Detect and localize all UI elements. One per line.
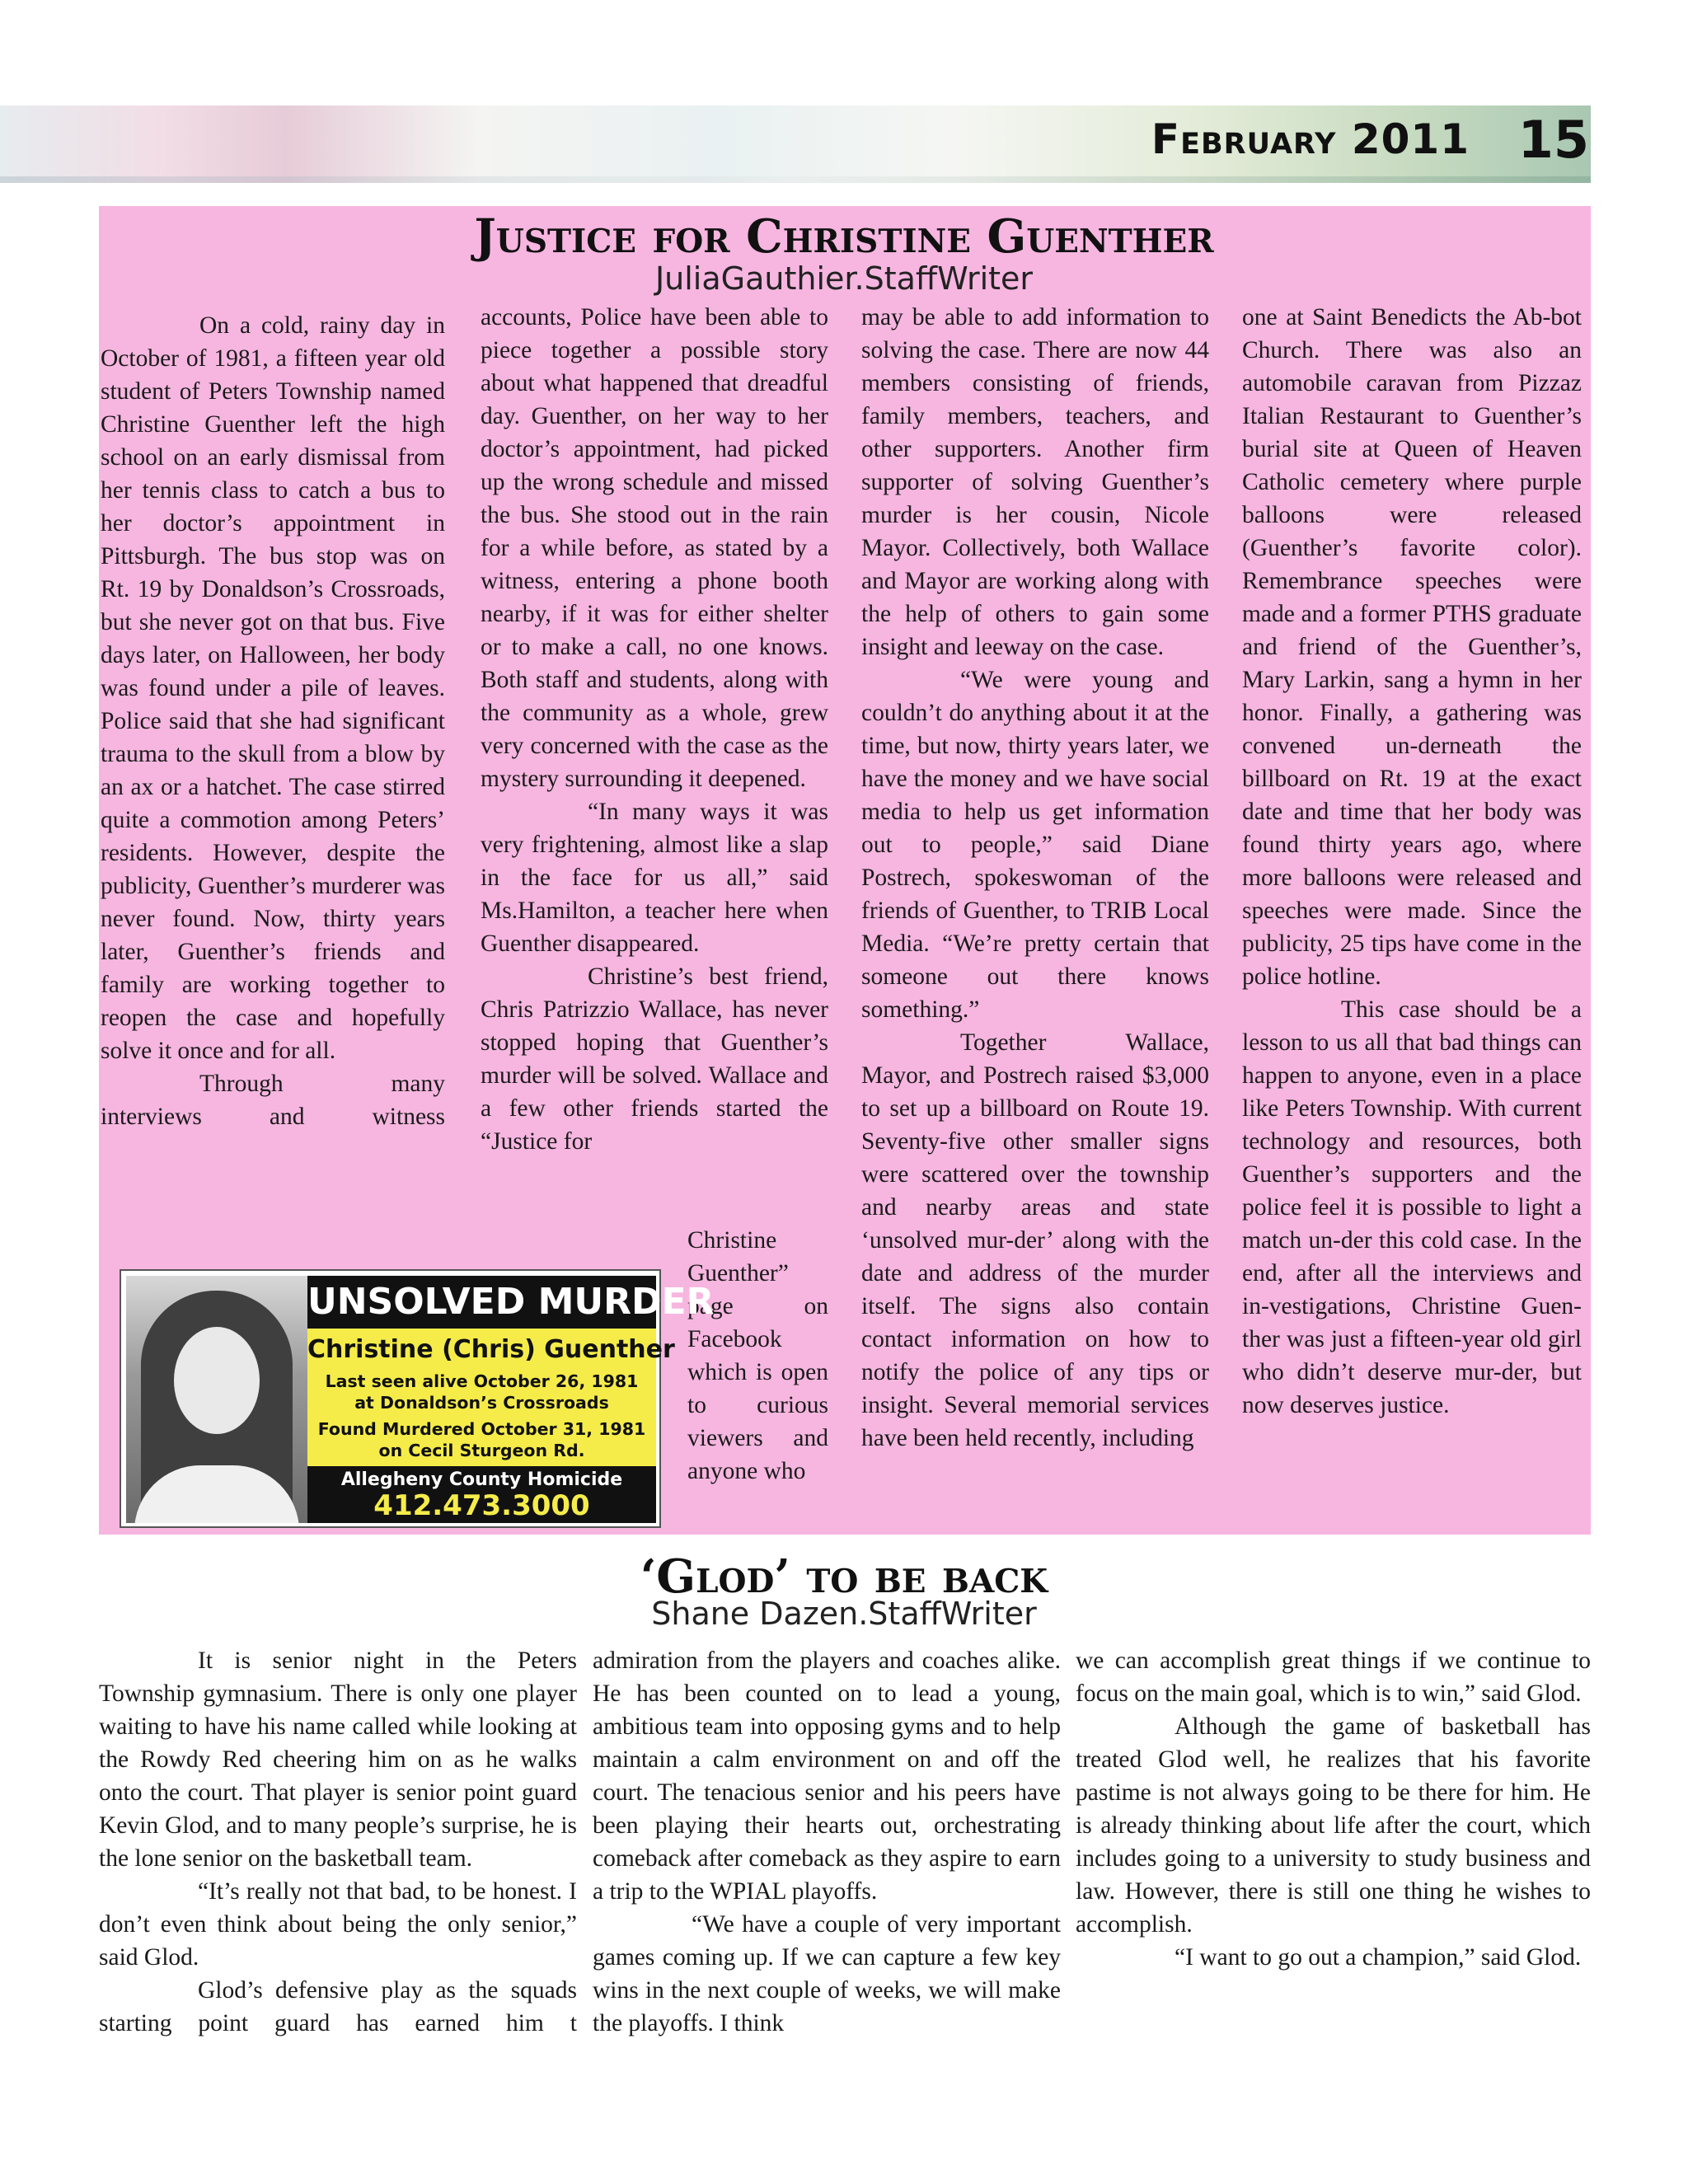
article1-column-2 bbox=[481, 301, 828, 1158]
ad-detail-line: at Donaldson’s Crossroads bbox=[354, 1393, 609, 1413]
unsolved-murder-ad bbox=[120, 1269, 715, 1528]
ad-detail-line: Last seen alive October 26, 1981 bbox=[325, 1371, 639, 1391]
ad-victim-name: Christine (Chris) Guenther bbox=[307, 1335, 675, 1364]
paragraph: Although the game of basketball has treated Glod well, he realizes that his favorite pastime is not always going to be there for him. He is already thinking about life after the court, which includes going to a university to study business and law. However, there is still one thing he wishes to accomplish. bbox=[1076, 1713, 1591, 1938]
paragraph: admiration from the players and coaches alike. He has been counted on to lead a young, ambitious team into opposing gyms and to help maintain a calm environment on and off the court. The tenacious senior and his peers have been playing their hearts out, orchestrating comeback after comeback as they aspire to earn a trip to the WPIAL playoffs. bbox=[593, 1647, 1061, 1905]
paragraph: It is senior night in the Peters Township gymnasium. There is only one player waiting to have his name called while looking at the Rowdy Red cheering him on as he walks onto the court. That player is senior point guard Kevin Glod, and to many people’s surprise, he is the lone senior on the basketball team. bbox=[99, 1647, 577, 1872]
article1-column-1 bbox=[101, 309, 445, 1133]
ad-details-panel bbox=[307, 1329, 675, 1466]
issue-date: February 2011 bbox=[1151, 115, 1470, 163]
paragraph: Through many interviews and witness bbox=[101, 1071, 445, 1130]
article2-column-1 bbox=[99, 1644, 577, 2040]
paragraph: “In many ways it was very frightening, almost like a slap in the face for us all,” said Ms.Hamilton, a teacher here when Guenther disappeared. bbox=[481, 799, 828, 957]
paragraph: “I want to go out a champion,” said Glod. bbox=[1175, 1944, 1582, 1971]
paragraph: we can accomplish great things if we continue to focus on the main goal, which is to win,” said Glod. bbox=[1076, 1647, 1591, 1707]
ad-detail-line: Found Murdered October 31, 1981 bbox=[317, 1419, 646, 1439]
article2-byline: Shane Dazen.StaffWriter bbox=[651, 1596, 1037, 1632]
article2-column-2 bbox=[593, 1644, 1061, 2040]
paragraph: one at Saint Benedicts the Ab-bot Church. There was also an automobile caravan from Pizzaz Italian Restaurant to Guenther’s burial site at Queen of Heaven Catholic cemetery where purple balloons were released (Guenther’s favorite color). Remembrance speeches were made and a former PTHS graduate and friend of the Guenther’s, Mary Larkin, sang a hymn in her honor. Finally, a gathering was convened un-derneath the billboard on Rt. 19 at the exact date and time that her body was found thirty years ago, where more balloons were released and speeches were made. Since the publicity, 25 tips have come in the police hotline. bbox=[1242, 304, 1582, 990]
paragraph: Glod’s defensive play as the squads starting point guard has earned him t bbox=[99, 1977, 577, 2036]
paragraph: On a cold, rainy day in October of 1981, a fifteen year old student of Peters Township named Christine Guenther left the high school on an early dismissal from her tennis class to catch a bus to her doctor’s appointment in Pittsburgh. The bus stop was on Rt. 19 by Donaldson’s Crossroads, but she never got on that bus. Five days later, on Halloween, her body was found under a pile of leaves. Police said that she had significant trauma to the skull from a blow by an ax or a hatchet. The case stirred quite a commotion among Peters’ residents. However, despite the publicity, Guenther’s murderer was never found. Now, thirty years later, Guenther’s friends and family are working together to reopen the case and hopefully solve it once and for all. bbox=[101, 312, 445, 1064]
paragraph: may be able to add information to solving the case. There are now 44 members consisting of friends, family members, teachers, and other supporters. Another firm supporter of solving Guenther’s murder is her cousin, Nicole Mayor. Collectively, both Wallace and Mayor are working along with the help of others to gain some insight and leeway on the case. bbox=[861, 304, 1209, 660]
ad-agency: Allegheny County Homicide bbox=[340, 1469, 623, 1490]
article1-byline: JuliaGauthier.StaffWriter bbox=[654, 260, 1034, 297]
paragraph: “It’s really not that bad, to be honest. I don’t even think about being the only senior,” said Glod. bbox=[99, 1878, 577, 1971]
paragraph: This case should be a lesson to us all that bad things can happen to anyone, even in a place like Peters Township. With current technology and resources, both Guenther’s supporters and the police feel it is possible to light a match un-der this cold case. In the end, after all the interviews and in-vestigations, Christine Guen-ther was just a fifteen-year old girl who didn’t deserve mur-der, but now deserves justice. bbox=[1242, 996, 1582, 1418]
ad-title: UNSOLVED MURDER bbox=[307, 1276, 656, 1329]
paragraph: “We have a couple of very important games coming up. If we can capture a few key wins in the next couple of weeks, we will make the playoffs. I think bbox=[593, 1911, 1061, 2036]
victim-photo bbox=[126, 1276, 307, 1523]
paragraph: accounts, Police have been able to piece together a possible story about what happened that dreadful day. Guenther, on her way to her doctor’s appointment, had picked up the wrong schedule and missed the bus. She stood out in the rain for a while before, as stated by a witness, entering a phone booth nearby, if it was for either shelter or to make a call, no one knows. Both staff and students, along with the community as a whole, grew very concerned with the case as the mystery surrounding it deepened. bbox=[481, 304, 828, 792]
article1-column-2-wrap bbox=[687, 1224, 828, 1488]
article1-column-4 bbox=[1242, 301, 1582, 1422]
paragraph: “We were young and couldn’t do anything about it at the time, but now, thirty years later, we have the money and we have social media to help us get information out to people,” said Diane Postrech, spokeswoman of the friends of Guenther, to TRIB Local Media. “We’re pretty certain that someone out there knows something.” bbox=[861, 667, 1209, 1023]
page-number: 15 bbox=[1517, 110, 1589, 170]
ad-phone-number: 412.473.3000 bbox=[373, 1489, 590, 1522]
paragraph: Together Wallace, Mayor, and Postrech raised $3,000 to set up a billboard on Route 19. Seventy-five other smaller signs were scattered over the township and nearby areas and state ‘unsolved mur-der’ along with the date and address of the murder itself. The signs also contain contact information on how to notify the police of any tips or insight. Several memorial services have been held recently, including bbox=[861, 1029, 1209, 1451]
article2-column-3 bbox=[1076, 1644, 1591, 1974]
paragraph: Christine Guenther” page on Facebook which is open to curious viewers and anyone who bbox=[687, 1227, 828, 1484]
paragraph: Christine’s best friend, Chris Patrizzio Wallace, has never stopped hoping that Guenther’s murder will be solved. Wallace and a few other friends started the “Justice for bbox=[481, 963, 828, 1155]
article1-column-3 bbox=[861, 301, 1209, 1455]
ad-contact-panel bbox=[307, 1466, 656, 1523]
ad-detail-line: on Cecil Sturgeon Rd. bbox=[378, 1441, 585, 1460]
article1-title: Justice for Christine Guenther bbox=[474, 209, 1214, 264]
article2-title: ‘Glod’ to be back bbox=[640, 1549, 1048, 1604]
